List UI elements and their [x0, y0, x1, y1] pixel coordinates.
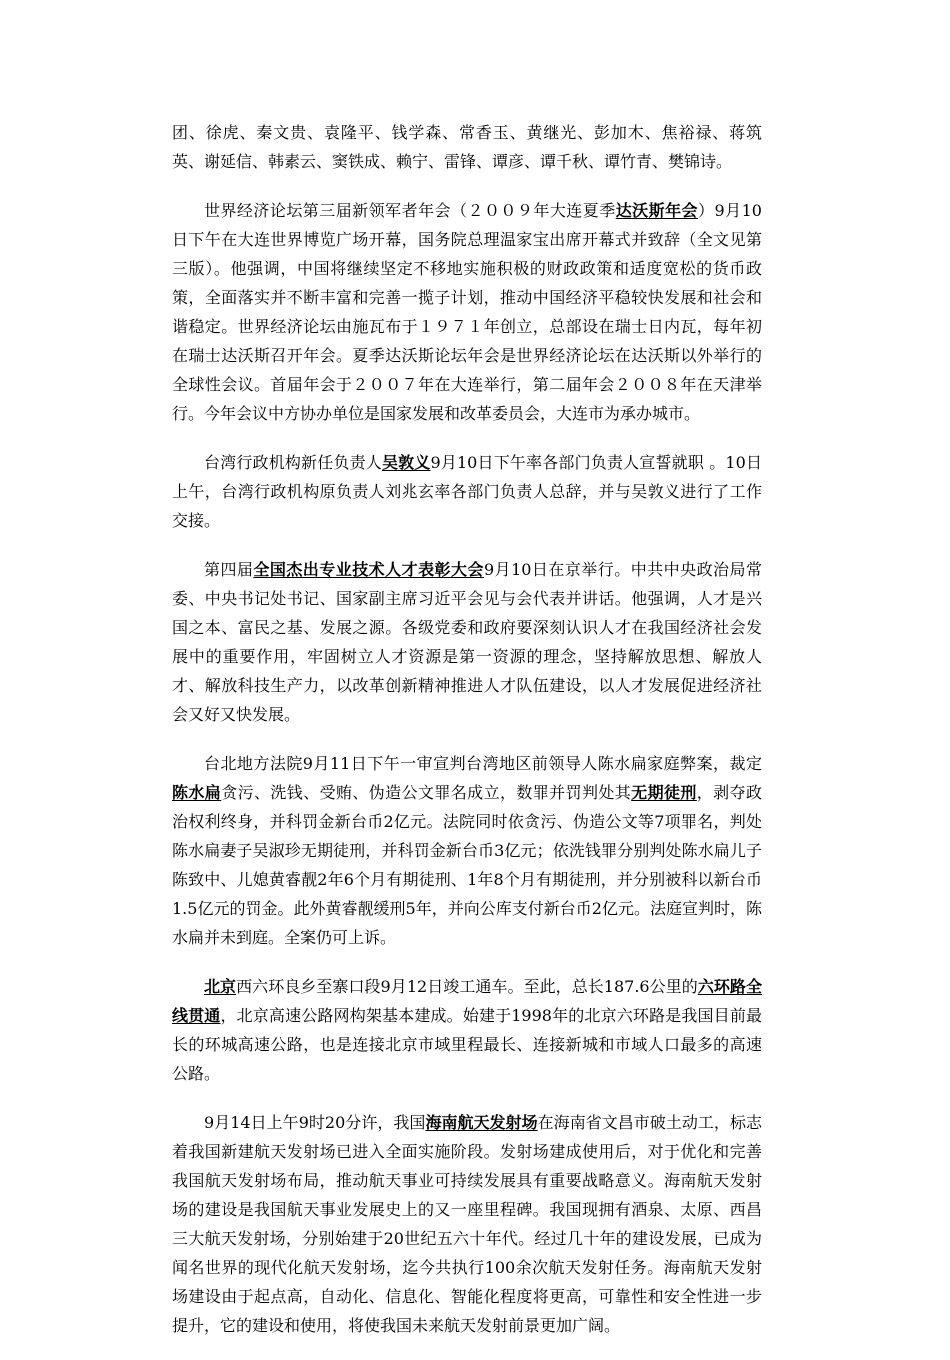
paragraph-honorees [172, 118, 762, 176]
paragraph-text: 团、徐虎、秦文贵、袁隆平、钱学森、常香玉、黄继光、彭加木、焦裕禄、蒋筑英、谢延信、韩素云、窦铁成、赖宁、雷锋、谭彦、谭千秋、谭竹青、樊锦诗。 [172, 123, 762, 171]
link-wu-den-yih[interactable]: 吴敦义 [381, 453, 431, 472]
link-chen-shui-bian[interactable]: 陈水扁 [172, 783, 222, 802]
paragraph-davos [172, 196, 762, 428]
link-talent-awards-conference[interactable]: 全国杰出专业技术人才表彰大会 [253, 560, 484, 579]
document-page [172, 118, 762, 1360]
paragraph-court-verdict [172, 749, 762, 952]
paragraph-text: 贪污、洗钱、受贿、伪造公文罪名成立，数罪并罚判处其 [221, 783, 632, 802]
paragraph-text: ）9月10日下午在大连世界博览广场开幕，国务院总理温家宝出席开幕式并致辞（全文见第三版）。他强调，中国将继续坚定不移地实施积极的财政政策和适度宽松的货币政策，全面落实并不断丰富和完善一揽子计划，推动中国经济平稳较快发展和社会和谐稳定。世界经济论坛由施瓦布于１９７１年创立，总部设在瑞士日内瓦，每年初在瑞士达沃斯召开年会。夏季达沃斯论坛年会是世界经济论坛在达沃斯以外举行的全球性会议。首届年会于２００７年在大连举行，第二届年会２００８年在天津举行。今年会议中方协办单位是国家发展和改革委员会，大连市为承办城市。 [172, 201, 762, 423]
paragraph-text: 9月10日在京举行。中共中央政治局常委、中央书记处书记、国家副主席习近平会见与会代表并讲话。他强调，人才是兴国之本、富民之基、发展之源。各级党委和政府要深刻认识人才在我国经济社会发展中的重要作用，牢固树立人才资源是第一资源的理念，坚持解放思想、解放人才、解放科技生产力，以改革创新精神推进人才队伍建设，以人才发展促进经济社会又好又快发展。 [172, 560, 762, 724]
paragraph-text: 台北地方法院9月11日下午一审宣判台湾地区前领导人陈水扁家庭弊案，裁定 [204, 754, 762, 773]
link-sixth-ring-road-complete[interactable]: 六环路全线贯通 [172, 977, 762, 1025]
paragraph-text: 第四届 [204, 560, 254, 579]
paragraph-taiwan-premier [172, 448, 762, 535]
paragraph-sixth-ring-road [172, 972, 762, 1088]
paragraph-hainan-launch-site [172, 1108, 762, 1340]
link-davos-annual-meeting[interactable]: 达沃斯年会 [615, 201, 699, 220]
paragraph-text: 9月10日下午率各部门负责人宣誓就职 。10日上午，台湾行政机构原负责人刘兆玄率各部门负责人总辞，并与吴敦义进行了工作交接。 [172, 453, 762, 530]
paragraph-text: ，剥夺政治权利终身，并科罚金新台币2亿元。法院同时依贪污、伪造公文等7项罪名，判处陈水扁妻子吴淑珍无期徒刑，并科罚金新台币3亿元；依洗钱罪分别判处陈水扁儿子陈致中、儿媳黄睿靓2年6个月有期徒刑、1年8个月有期徒刑，并分别被科以新台币1.5亿元的罚金。此外黄睿靓缓刑5年，并向公库支付新台币2亿元。法庭宣判时，陈水扁并未到庭。全案仍可上诉。 [172, 783, 762, 947]
paragraph-text: 世界经济论坛第三届新领军者年会（２００９年大连夏季 [204, 201, 616, 220]
paragraph-text: 台湾行政机构新任负责人 [204, 453, 382, 472]
paragraph-text: ，北京高速公路网构架基本建成。始建于1998年的北京六环路是我国目前最长的环城高速公路，也是连接北京市域里程最长、连接新城和市域人口最多的高速公路。 [172, 1006, 762, 1083]
link-hainan-launch-site[interactable]: 海南航天发射场 [425, 1113, 538, 1132]
paragraph-text: 在海南省文昌市破土动工，标志着我国新建航天发射场已进入全面实施阶段。发射场建成使用后，对于优化和完善我国航天发射场布局，推动航天事业可持续发展具有重要战略意义。海南航天发射场的建设是我国航天事业发展史上的又一座里程碑。我国现拥有酒泉、太原、西昌三大航天发射场，分别始建于20世纪五六十年代。经过几十年的建设发展，已成为闻名世界的现代化航天发射场，迄今共执行100余次航天发射任务。海南航天发射场建设由于起点高，自动化、信息化、智能化程度将更高，可靠性和安全性进一步提升，它的建设和使用，将使我国未来航天发射前景更加广阔。 [172, 1113, 762, 1335]
paragraph-text: 9月14日上午9时20分许，我国 [204, 1113, 426, 1132]
link-beijing[interactable]: 北京 [204, 977, 237, 996]
paragraph-text: 西六环良乡至寨口段9月12日竣工通车。至此，总长187.6公里的 [236, 977, 698, 996]
paragraph-talent-awards [172, 555, 762, 729]
link-life-imprisonment[interactable]: 无期徒刑 [631, 783, 697, 802]
